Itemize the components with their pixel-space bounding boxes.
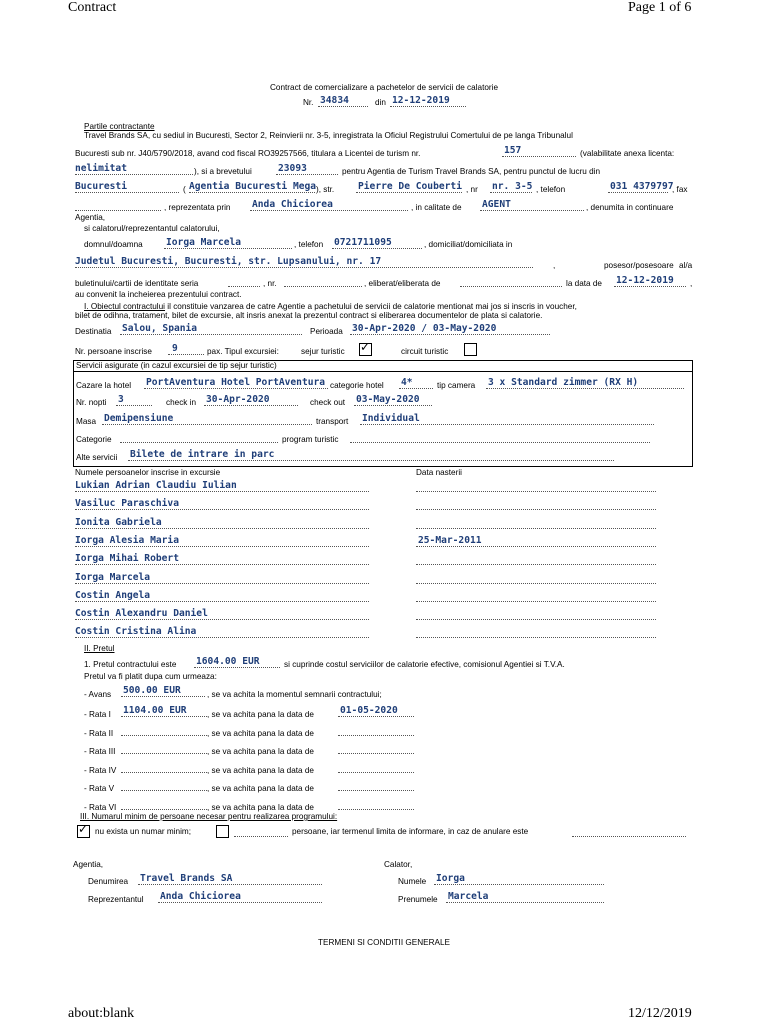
contract-nr-label: Nr. (303, 98, 314, 107)
person-dob: 25-Mar-2011 (418, 534, 482, 546)
hotel-label: Cazare la hotel (76, 381, 132, 390)
transport-line (360, 424, 654, 425)
person-dob-line (416, 528, 656, 529)
category-value: 4* (401, 377, 413, 388)
rate-date-line (338, 735, 414, 736)
client-name-line (164, 248, 292, 249)
person-name: Iorga Mihai Robert (75, 553, 179, 565)
client-name: Iorga Marcela (166, 237, 242, 248)
checkin-line (204, 405, 298, 406)
holder-label: posesor/posesoare (604, 261, 674, 270)
destination-value: Salou, Spania (122, 323, 198, 334)
room-value: 3 x Standard zimmer (RX H) (488, 377, 639, 388)
parties-line3b: pentru Agentia de Turism Travel Brands SA, pentru punctul de lucru din (342, 167, 601, 176)
person-name-line (75, 546, 369, 547)
sejur-label: sejur turistic (301, 347, 345, 356)
other-services-value: Bilete de intrare in parc (130, 449, 275, 460)
person-name-line (75, 509, 369, 510)
checkout-label: check out (310, 398, 346, 407)
person-name-line (75, 637, 369, 638)
denumirea-value: Travel Brands SA (140, 873, 233, 884)
contract-date: 12-12-2019 (392, 95, 450, 106)
rate-date: 01-05-2020 (340, 705, 398, 716)
categorie-label: Categorie (76, 435, 112, 444)
checkin-label: check in (166, 398, 197, 407)
denumirea-line (138, 884, 322, 885)
transport-value: Individual (362, 413, 420, 424)
person-name: Ionita Gabriela (75, 516, 162, 528)
person-name: Vasiluc Paraschiva (75, 498, 179, 510)
person-name: Lukian Adrian Claudiu Iulian (75, 480, 237, 491)
phone-line (608, 192, 668, 193)
person-name-line (75, 528, 369, 529)
min-persons-line (234, 836, 288, 837)
person-name: Costin Angela (75, 589, 151, 601)
rate-date-line (338, 809, 414, 810)
rate-date-line (338, 790, 414, 791)
street-label: ), str. (316, 185, 335, 194)
issued-line (460, 286, 562, 287)
licence-number: 157 (504, 145, 522, 156)
rate-text: , se va achita pana la data de (207, 728, 314, 738)
parties-line2b: (valabilitate anexa licenta: (580, 149, 675, 158)
person-name-line (75, 601, 369, 602)
rate-label: - Rata III (84, 747, 116, 757)
rate-label: - Rata V (84, 784, 115, 794)
destination-label: Destinatia (75, 327, 112, 336)
street-nr-label: , nr (466, 185, 478, 194)
client-intro: si calatorul/reprezentantul calatorului, (84, 224, 220, 233)
categorie-line (120, 442, 278, 443)
rate-date-line (338, 772, 414, 773)
issued-date-label: la data de (566, 279, 602, 288)
licence-line (502, 156, 576, 157)
nights-label: Nr. nopti (76, 398, 107, 407)
circuit-checkbox[interactable] (464, 343, 477, 356)
room-label: tip camera (437, 381, 476, 390)
sejur-checkbox[interactable] (359, 340, 372, 356)
rate-label: - Rata II (84, 728, 114, 738)
nights-line (116, 405, 152, 406)
checkin-value: 30-Apr-2020 (206, 394, 270, 405)
person-name-line (75, 619, 369, 620)
id-label: buletinului/cartii de identitate seria (75, 279, 199, 288)
rep-label: , reprezentata prin (164, 203, 231, 212)
agency-signature-heading: Agentia, (73, 860, 104, 869)
rate-amount: 1104.00 EUR (123, 705, 187, 716)
id-series-line (228, 286, 260, 287)
checkout-value: 03-May-2020 (356, 394, 420, 405)
hotel-value: PortAventura Hotel PortAventura (146, 377, 326, 388)
person-dob-line (416, 583, 656, 584)
conclusion-text: au convenit la incheierea prezentului contract. (75, 290, 242, 299)
persons-line (168, 354, 204, 355)
person-name-line (75, 564, 369, 565)
total-price-line (194, 667, 280, 668)
parties-heading: Partile contractante (84, 122, 155, 131)
print-header-left: Contract (68, 0, 117, 15)
dob-header: Data nasterii (416, 468, 462, 477)
person-dob-line (416, 509, 656, 510)
holder-suffix: al/a (679, 261, 693, 270)
min-persons-checkbox[interactable] (216, 825, 229, 838)
category-label: categorie hotel (330, 381, 384, 390)
agentia-word: Agentia, (75, 213, 106, 222)
client-address: Judetul Bucuresti, Bucuresti, str. Lupsanului, nr. 17 (75, 256, 382, 267)
person-dob-line (416, 491, 656, 492)
agency-called-label: , denumita in continuare (586, 203, 674, 212)
person-name-line (75, 491, 369, 492)
print-footer-left: about:blank (68, 1006, 135, 1021)
section3-heading: III. Numarul minim de persoane necesar pentru realizarea programului: (80, 812, 338, 821)
nume-line (434, 884, 604, 885)
prenume-label: Prenumele (398, 895, 438, 904)
rate-amount-line (121, 753, 207, 754)
prenume-value: Marcela (448, 891, 489, 902)
rate-text: , se va achita pana la data de (207, 803, 314, 812)
min-persons-text: persoane, iar termenul limita de informare, in caz de anulare este (292, 827, 529, 836)
avans-text: , se va achita la momentul semnarii contractului; (207, 690, 382, 699)
sejur-checkmark: ✓ (360, 340, 371, 354)
city-line (75, 192, 179, 193)
issued-date: 12-12-2019 (616, 275, 674, 286)
denumirea-label: Denumirea (88, 877, 129, 886)
rate-amount-line (121, 735, 207, 736)
avans-value: 500.00 EUR (123, 685, 181, 696)
client-phone: 0721711095 (334, 237, 392, 248)
nume-value: Iorga (436, 873, 465, 884)
meal-label: Masa (76, 417, 97, 426)
issued-date-line (614, 286, 686, 287)
id-nr-label: , nr. (263, 279, 277, 288)
validity-line (75, 174, 193, 175)
price-line1a: 1. Pretul contractului este (84, 660, 177, 669)
quality-value: AGENT (482, 199, 511, 210)
rate-amount-line (121, 772, 207, 773)
period-value: 30-Apr-2020 / 03-May-2020 (352, 323, 497, 334)
total-price: 1604.00 EUR (196, 656, 260, 667)
other-services-label: Alte servicii (76, 453, 118, 462)
rate-date-line (338, 716, 414, 717)
section1-line2: bilet de odihna, tratament, bilet de excursie, alt insris anexat la prezentul contract si eliberarea documentelor de plata si calatorie. (75, 311, 543, 320)
price-heading: II. Pretul (84, 644, 115, 653)
destination-line (120, 334, 302, 335)
person-dob-line (416, 619, 656, 620)
contract-title: Contract de comercializare a pachetelor de servicii de calatorie (270, 83, 498, 92)
price-line2: Pretul va fi platit dupa cum urmeaza: (84, 672, 217, 681)
terms-heading: TERMENI SI CONDITII GENERALE (318, 938, 450, 947)
rep-name: Anda Chiciorea (252, 199, 333, 210)
rate-date-line (338, 753, 414, 754)
meal-line (102, 424, 312, 425)
client-phone-label: , telefon (294, 240, 324, 249)
contract-din-label: din (375, 98, 386, 107)
brevet-line (276, 174, 338, 175)
licence-validity: nelimitat (75, 163, 127, 174)
nume-label: Numele (398, 877, 427, 886)
no-minimum-label: nu exista un numar minim; (95, 827, 192, 836)
parties-line2a: Bucuresti sub nr. J40/5790/2018, avand cod fiscal RO39257566, titulara a Licentei de turism nr. (75, 149, 421, 158)
mr-label: domnul/doamna (84, 240, 143, 249)
person-name-line (75, 583, 369, 584)
services-divider (73, 371, 692, 372)
section1-heading: I. Obiectul contractului (84, 302, 166, 311)
person-name: Iorga Marcela (75, 571, 151, 583)
hotel-line (144, 388, 328, 389)
parties-line3a: ), si a brevetului (194, 167, 252, 176)
rate-text: , se va achita pana la data de (207, 747, 314, 757)
street-nr-value: nr. 3-5 (492, 181, 533, 192)
street-value: Pierre De Couberti (358, 181, 462, 192)
id-nr-line (284, 286, 362, 287)
meal-value: Demipensiune (104, 413, 174, 424)
circuit-label: circuit turistic (401, 347, 449, 356)
person-dob-line (416, 564, 656, 565)
rate-label: - Rata I (84, 710, 111, 719)
city-value: Bucuresti (75, 181, 127, 192)
client-phone-line (332, 248, 422, 249)
address-line (75, 267, 533, 268)
period-line (350, 334, 550, 335)
prenume-line (446, 902, 604, 903)
rep-line (250, 210, 408, 211)
no-minimum-checkmark: ✓ (78, 822, 89, 836)
rate-text: , se va achita pana la data de (207, 710, 314, 719)
contract-date-line (390, 106, 466, 107)
parties-line1: Travel Brands SA, cu sediul in Bucuresti, Sector 2, Reinvierii nr. 3-5, inregistrata la Oficiul Registrului Comertului de pe langa Tribunalul (84, 131, 573, 140)
checkout-line (354, 405, 432, 406)
rate-text: , se va achita pana la data de (207, 765, 314, 775)
issued-label: , eliberat/eliberata de (364, 279, 441, 288)
services-heading: Servicii asigurate (in cazul excursiei de tip sejur turistic) (76, 361, 277, 370)
fax-label: , fax (672, 185, 688, 194)
issued-date-comma: , (690, 279, 693, 288)
nights-value: 3 (118, 394, 124, 405)
persons-count: 9 (172, 343, 178, 354)
address-comma: , (553, 261, 556, 270)
person-name: Costin Cristina Alina (75, 626, 197, 638)
agency-open-paren: ( (183, 185, 186, 194)
names-header: Numele persoanelor inscrise in excursie (75, 468, 221, 477)
program-label: program turistic (282, 435, 339, 444)
street-nr-line (490, 192, 532, 193)
representative-line (158, 902, 322, 903)
street-line (356, 192, 462, 193)
quality-label: , in calitate de (411, 203, 462, 212)
agency-phone: 031 4379797 (610, 181, 674, 192)
transport-label: transport (316, 417, 349, 426)
program-line (350, 442, 650, 443)
rate-label: - Rata IV (84, 765, 117, 775)
phone-label: , telefon (536, 185, 566, 194)
section1-line1: il constituie vanzarea de catre Agentie a pachetului de servicii de calatorie mentionat mai jos si inscris in voucher, (167, 302, 577, 311)
person-dob-line (416, 601, 656, 602)
rate-text: , se va achita pana la data de (207, 784, 314, 794)
period-label: Perioada (310, 327, 343, 336)
rate-amount-line (121, 716, 207, 717)
agency-line (189, 192, 315, 193)
person-dob-line (416, 637, 656, 638)
fax-line (75, 210, 161, 211)
domicile-label: , domiciliat/domiciliata in (424, 240, 513, 249)
trip-type-label: pax. Tipul excursiei: (207, 347, 279, 356)
contract-number: 34834 (320, 95, 349, 106)
print-header-right: Page 1 of 6 (628, 0, 692, 15)
persons-label: Nr. persoane inscrise (75, 347, 152, 356)
person-name: Costin Alexandru Daniel (75, 608, 208, 620)
deadline-line (572, 836, 686, 837)
person-dob-line (416, 546, 656, 547)
brevet-number: 23093 (278, 163, 307, 174)
contract-nr-line (318, 106, 368, 107)
rate-amount-line (121, 790, 207, 791)
room-line (486, 388, 684, 389)
avans-line (121, 696, 205, 697)
category-line (399, 388, 433, 389)
print-footer-right: 12/12/2019 (628, 1006, 692, 1021)
rate-amount-line (121, 809, 207, 810)
person-name: Iorga Alesia Maria (75, 534, 179, 546)
price-line1b: si cuprinde costul serviciilor de calatorie efective, comisionul Agentiei si T.V.A. (284, 660, 565, 669)
no-minimum-checkbox[interactable] (77, 822, 90, 838)
representative-label: Reprezentantul (88, 895, 144, 904)
agency-value: Agentia Bucuresti Mega (189, 181, 317, 192)
quality-line (480, 210, 584, 211)
avans-label: - Avans (84, 690, 112, 699)
other-services-line (128, 460, 614, 461)
client-signature-heading: Calator, (384, 860, 413, 869)
representative-value: Anda Chiciorea (160, 891, 241, 902)
rate-label: - Rata VI (84, 803, 117, 812)
